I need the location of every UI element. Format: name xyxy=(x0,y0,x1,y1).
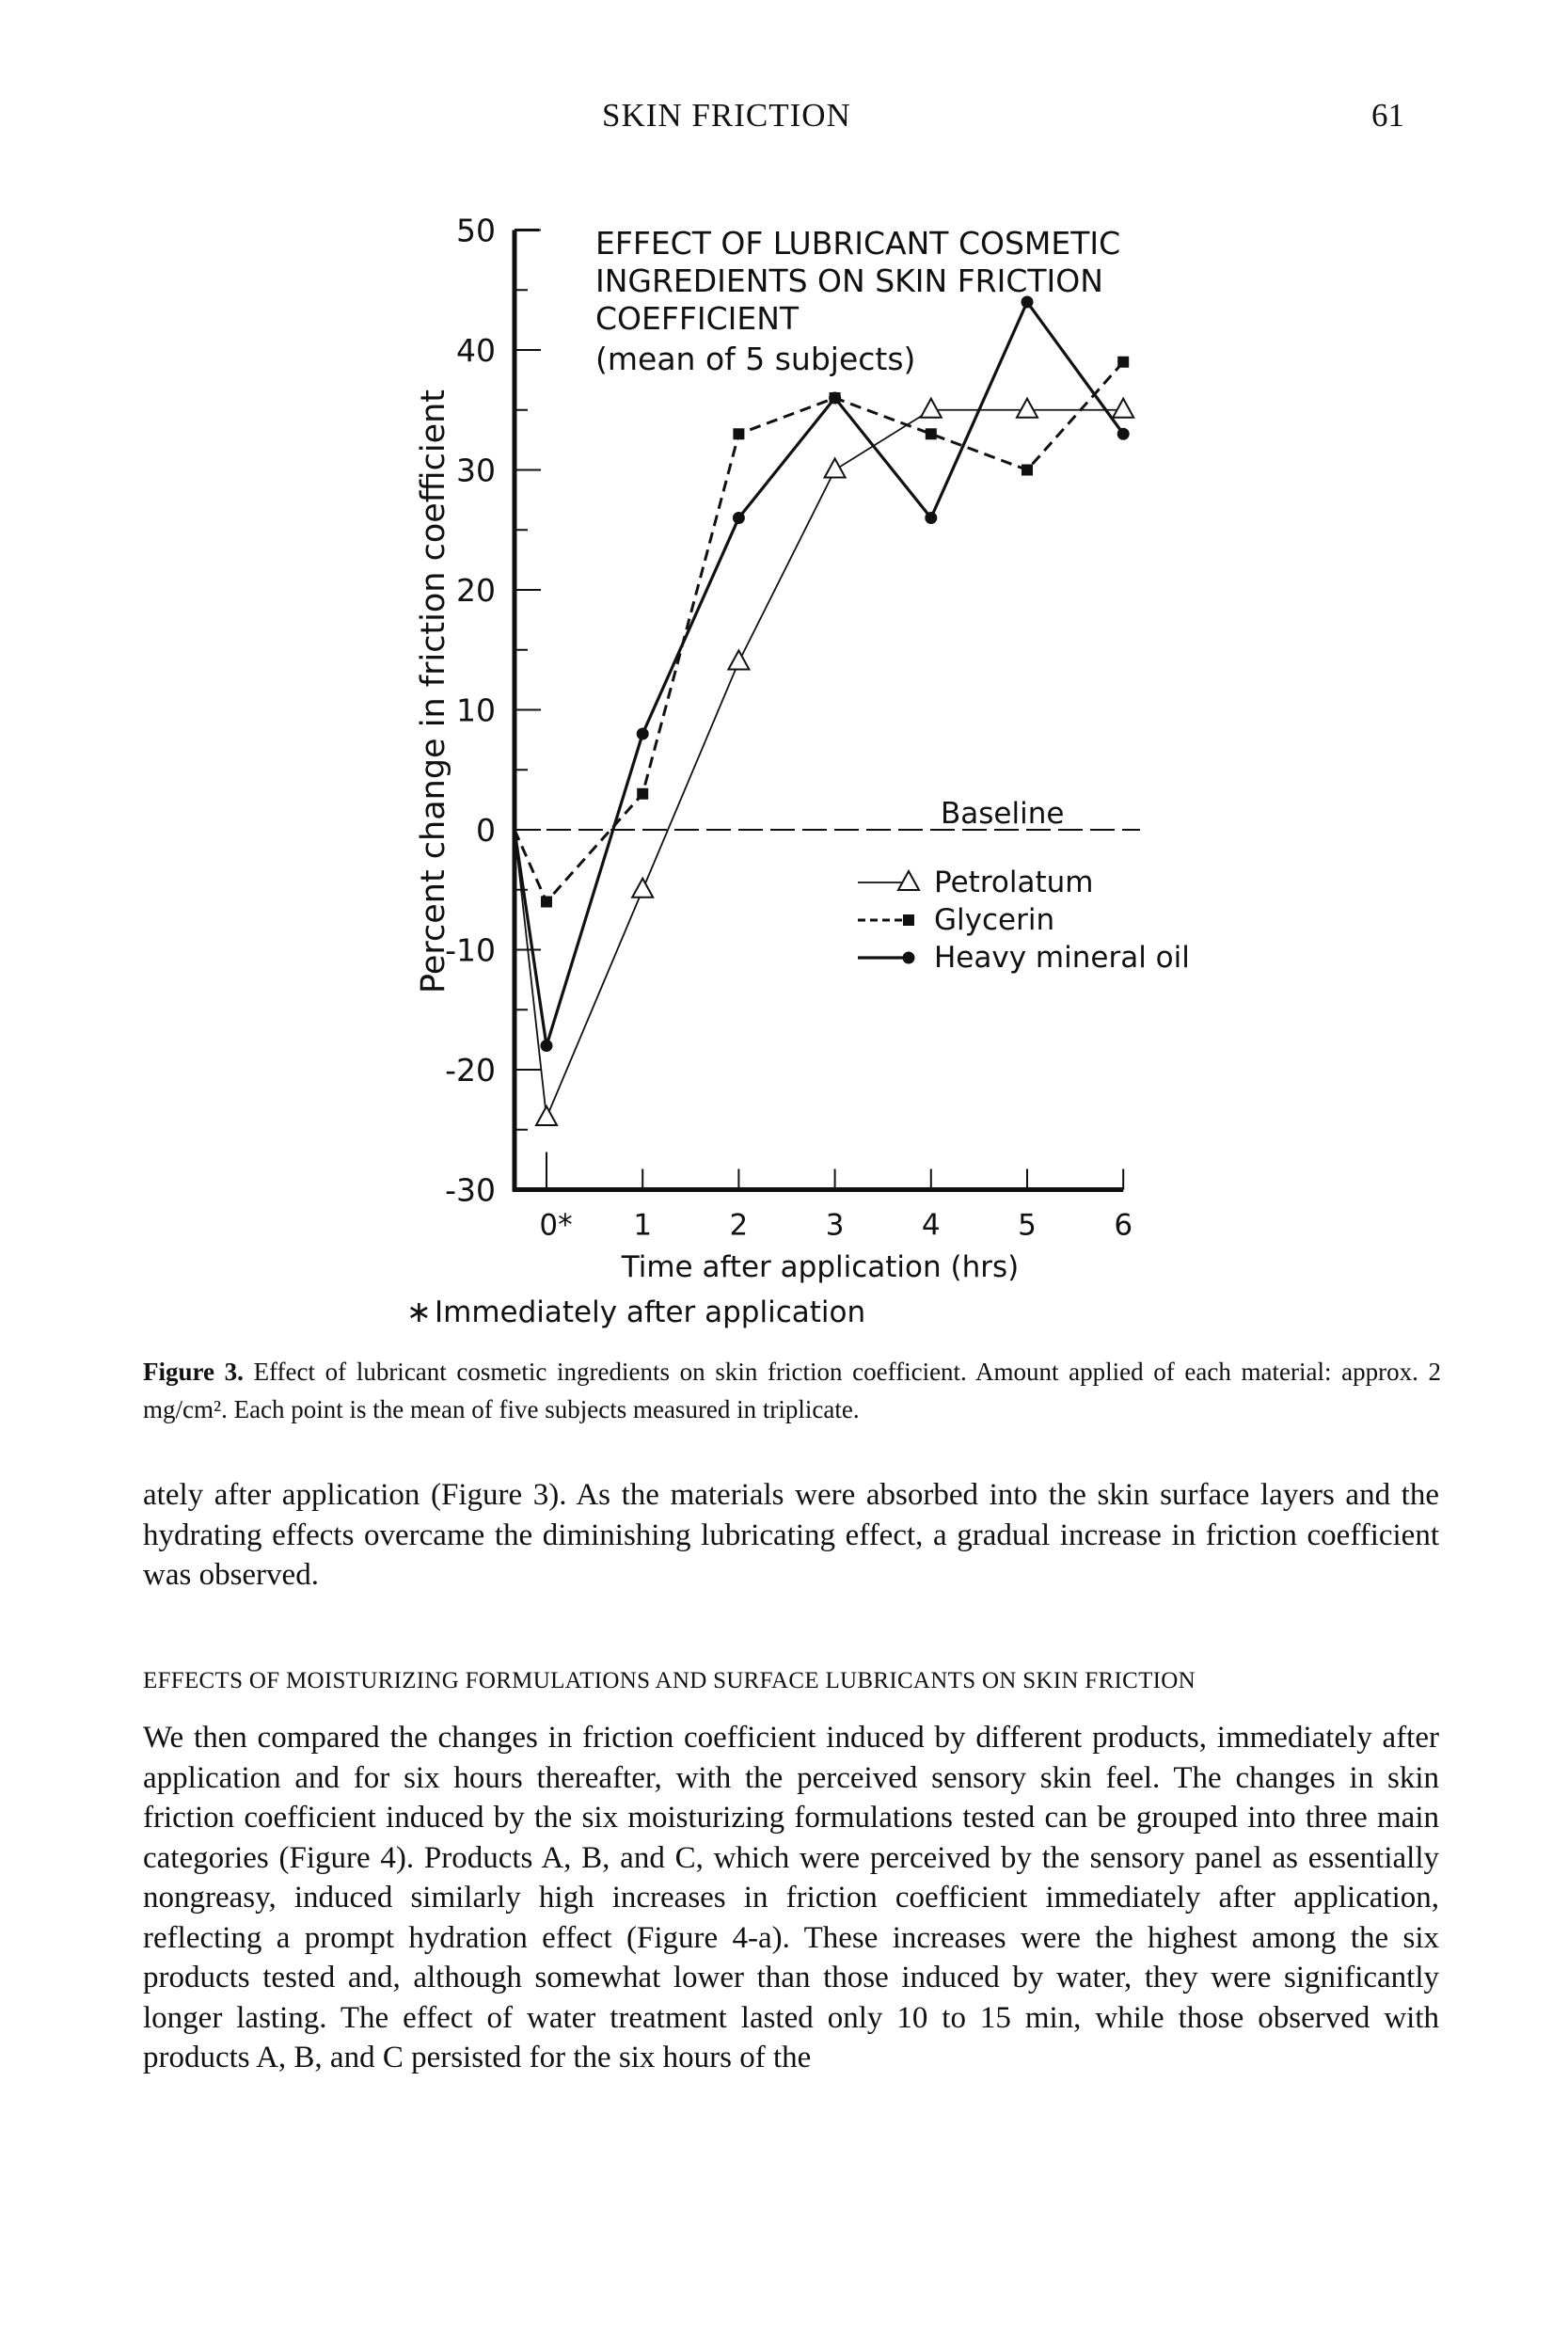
caption-text: Effect of lubricant cosmetic ingredients on skin friction coefficient. Amount applied of each material: approx. 2 mg/cm². Each point is the mean of five subjects measured in triplicate. xyxy=(143,1358,1441,1423)
body-paragraph-1: ately after application (Figure 3). As the materials were absorbed into the skin surface layers and the hydrating effects overcame the diminishing lubricating effect, a gradual increase in friction coefficient was observed. xyxy=(143,1478,1439,1592)
circle-marker xyxy=(903,952,915,964)
x-tick-label: 3 xyxy=(825,1208,845,1243)
x-ticks xyxy=(539,1152,1132,1243)
y-axis-label: Percent change in friction coefficient xyxy=(415,389,452,994)
legend-item xyxy=(858,941,1190,975)
chart-title xyxy=(595,225,1120,377)
legend-item xyxy=(858,866,1093,899)
triangle-marker xyxy=(921,399,942,418)
y-tick-label: 30 xyxy=(456,452,496,489)
asterisk-icon: ∗ xyxy=(406,1294,432,1329)
square-marker xyxy=(1022,465,1033,476)
y-tick-label: 50 xyxy=(456,212,496,249)
chart-title-line-2: INGREDIENTS ON SKIN FRICTION xyxy=(595,262,1103,299)
legend-label: Heavy mineral oil xyxy=(934,941,1190,975)
page-number: 61 xyxy=(1371,97,1404,134)
running-title: SKIN FRICTION xyxy=(602,97,851,134)
legend-item xyxy=(858,903,1054,937)
circle-marker xyxy=(733,512,745,524)
triangle-marker xyxy=(898,871,919,890)
x-axis-label: Time after application (hrs) xyxy=(621,1250,1020,1284)
square-marker xyxy=(926,428,937,439)
chart-title-line-1: EFFECT OF LUBRICANT COSMETIC xyxy=(595,225,1121,262)
legend-label: Petrolatum xyxy=(934,866,1094,899)
y-ticks xyxy=(445,213,541,1209)
triangle-marker xyxy=(1017,399,1037,418)
x-tick-label: 6 xyxy=(1114,1208,1133,1243)
chart-title-line-3: COEFFICIENT xyxy=(595,300,800,337)
y-tick-label: 10 xyxy=(456,691,496,729)
square-marker xyxy=(733,428,744,439)
circle-marker xyxy=(1117,428,1130,440)
square-marker xyxy=(903,914,914,926)
x-tick-label: 1 xyxy=(633,1208,653,1243)
body-paragraph-2: We then compared the changes in friction coefficient induced by different products, immediately after application and for six hours thereafter, with the perceived sensory skin feel. The changes in skin friction coefficient induced by the six moisturizing formulations tested can be grouped into three main categories (Figure 4). Products A, B, and C, which were perceived by the sensory panel as essentially nongreasy, induced similarly high increases in friction coefficient immediately after application, reflecting a prompt hydration effect (Figure 4-a). These increases were the highest among the six products tested and, although somewhat lower than those induced by water, they were significantly longer lasting. The effect of water treatment lasted only 10 to 15 min, while those observed with products A, B, and C persisted for the six hours of the xyxy=(143,1721,1439,2074)
y-tick-label: 0 xyxy=(476,812,496,849)
triangle-marker xyxy=(1113,399,1133,418)
y-tick-label: 20 xyxy=(456,572,496,609)
footnote xyxy=(406,1294,865,1329)
x-tick-label: 5 xyxy=(1018,1208,1037,1243)
circle-marker xyxy=(925,512,937,524)
triangle-marker xyxy=(632,879,653,898)
x-tick-label: 2 xyxy=(729,1208,749,1243)
footnote-text: Immediately after application xyxy=(435,1295,866,1329)
triangle-marker xyxy=(825,459,846,478)
y-tick-label: -30 xyxy=(445,1171,496,1209)
x-tick-label: 0* xyxy=(539,1208,573,1243)
y-tick-label: -10 xyxy=(445,931,496,969)
legend xyxy=(858,866,1190,975)
square-marker xyxy=(637,788,648,800)
x-tick-label: 4 xyxy=(921,1208,941,1243)
series-line xyxy=(515,410,1123,1118)
series-petrolatum xyxy=(515,399,1133,1125)
circle-marker xyxy=(541,1040,553,1052)
square-marker xyxy=(1117,357,1129,368)
series xyxy=(515,296,1133,1126)
triangle-marker xyxy=(728,651,749,670)
y-tick-label: 40 xyxy=(456,332,496,369)
square-marker xyxy=(541,897,552,908)
triangle-marker xyxy=(536,1106,557,1125)
circle-marker xyxy=(637,728,649,740)
section-heading: EFFECTS OF MOISTURIZING FORMULATIONS AND SURFACE LUBRICANTS ON SKIN FRICTION xyxy=(143,1668,1196,1693)
legend-label: Glycerin xyxy=(934,903,1055,937)
y-tick-label: -20 xyxy=(445,1052,496,1089)
chart-subtitle: (mean of 5 subjects) xyxy=(595,341,916,377)
caption-label: Figure 3. xyxy=(143,1358,244,1386)
baseline-label: Baseline xyxy=(941,797,1065,831)
figure-caption xyxy=(143,1353,1441,1428)
circle-marker xyxy=(829,392,841,405)
